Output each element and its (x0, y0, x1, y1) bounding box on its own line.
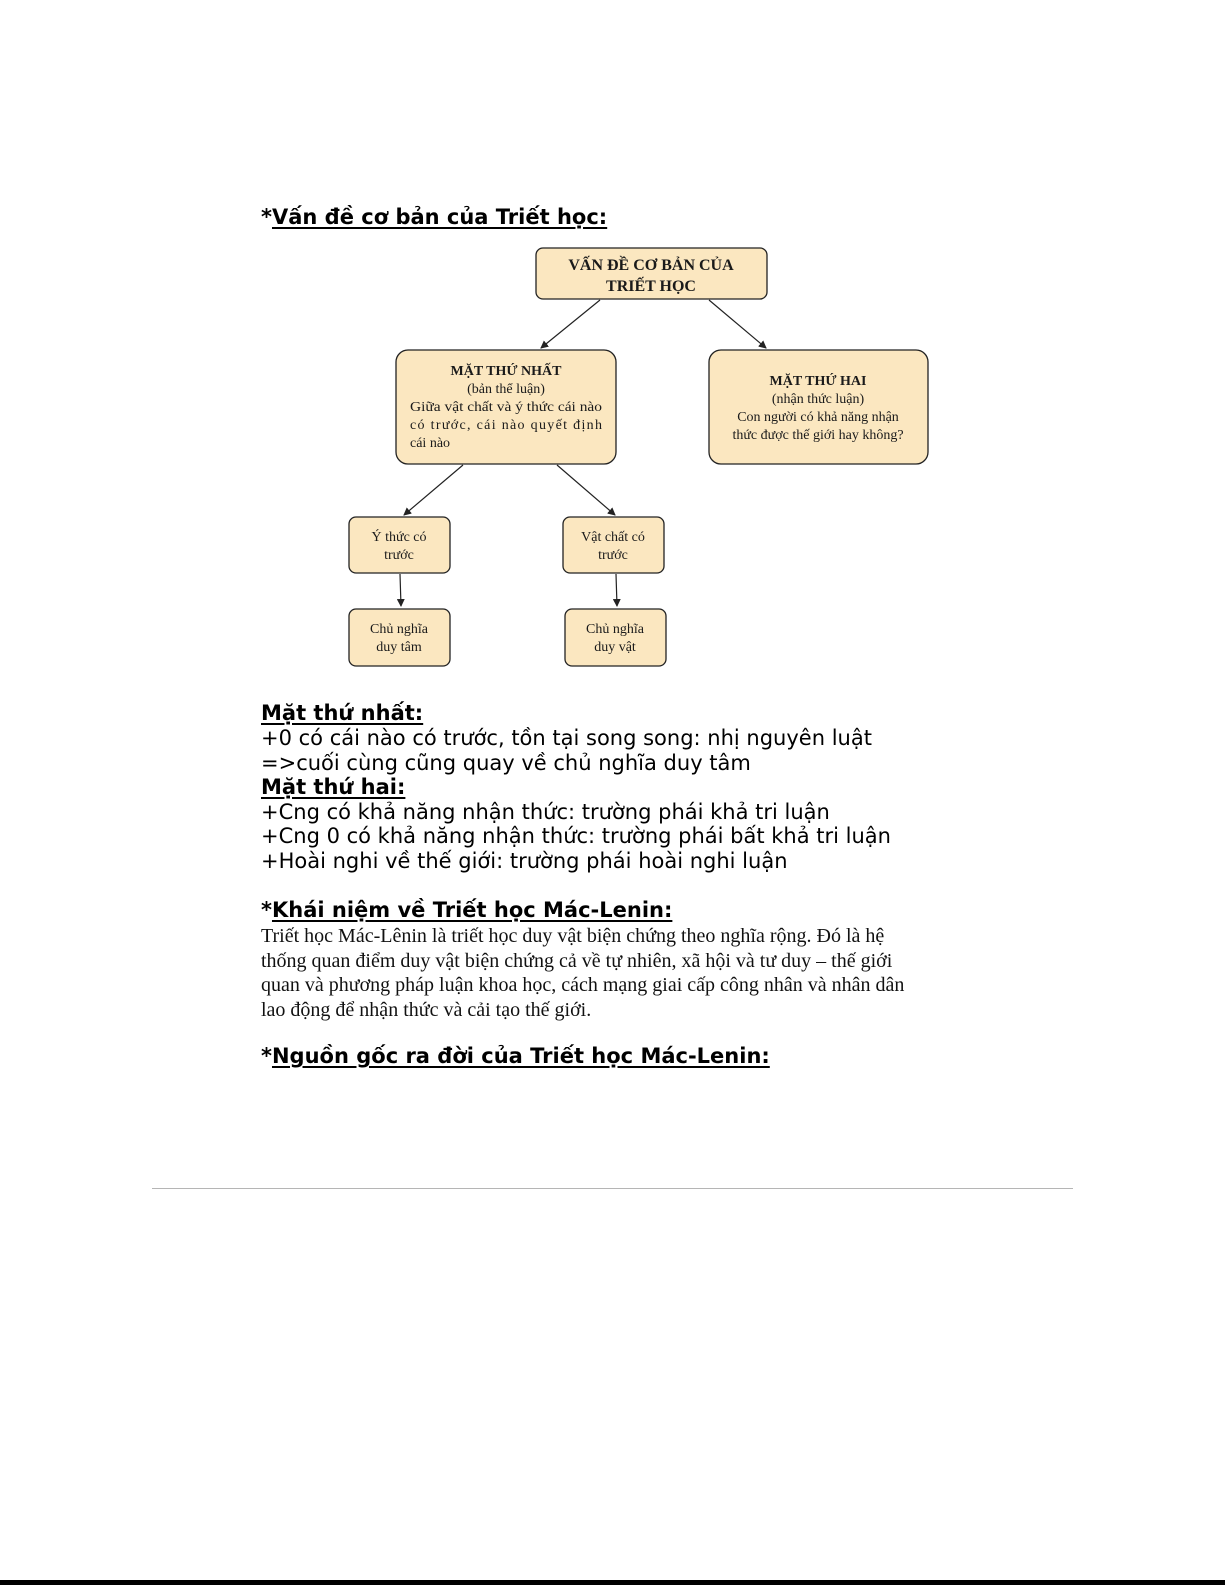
second-side-body-2: thức được thế giới hay không? (732, 428, 904, 443)
consciousness-first-box (349, 517, 450, 573)
heading-text: Nguồn gốc ra đời của Triết học Mác-Lenin: (271, 1044, 770, 1068)
second-line-2: +Cng 0 có khả năng nhận thức: trường phái bất khả tri luận (261, 824, 891, 848)
heading-origin (261, 1043, 770, 1069)
arrow-consciousness-to-idealism (400, 574, 401, 606)
second-side-heading: Mặt thứ hai: (261, 775, 406, 799)
definition-line-3: quan và phương pháp luận khoa học, cách mạng giai cấp công nhân và nhân dân (261, 974, 905, 996)
matter-first-line2: trước (598, 548, 628, 563)
definition-line-2: thống quan điểm duy vật biện chứng cả về tự nhiên, xã hội và tư duy – thế giới (261, 949, 893, 972)
second-line-3: +Hoài nghi về thế giới: trường phái hoài nghi luận (261, 849, 788, 873)
matter-first-line1: Vật chất có (581, 530, 645, 545)
first-side-heading: Mặt thứ nhất: (261, 701, 424, 725)
materialism-line1: Chủ nghĩa (586, 622, 644, 637)
first-line-2: =>cuối cùng cũng quay về chủ nghĩa duy tâm (261, 751, 751, 775)
arrow-root-to-second (709, 300, 766, 348)
second-side-body-1: Con người có khả năng nhận (737, 410, 899, 425)
heading-star: * (261, 1044, 272, 1068)
definition-line-1: Triết học Mác-Lênin là triết học duy vật biện chứng theo nghĩa rộng. Đó là hệ (261, 925, 885, 947)
idealism-box (349, 609, 450, 666)
first-side-body-3: cái nào (410, 436, 451, 451)
definition-paragraph (261, 924, 951, 1022)
root-line2: TRIẾT HỌC (606, 278, 696, 295)
heading-marxist-concept (261, 897, 672, 923)
first-side-body-2: có trước, cái nào quyết định (410, 418, 602, 433)
bottom-edge-bar (0, 1580, 1225, 1585)
second-line-1: +Cng có khả năng nhận thức: trường phái khả tri luận (261, 800, 830, 824)
philosophy-diagram (0, 0, 1225, 680)
first-side-title: MẶT THỨ NHẤT (450, 364, 562, 379)
matter-first-box (563, 517, 664, 573)
arrow-matter-to-materialism (616, 574, 617, 606)
heading-star: * (261, 205, 272, 229)
heading-text: Vấn đề cơ bản của Triết học: (271, 205, 608, 229)
materialism-line2: duy vật (594, 640, 636, 655)
first-line-1: +0 có cái nào có trước, tồn tại song song: nhị nguyên luật (261, 726, 872, 750)
idealism-line2: duy tâm (376, 640, 422, 655)
idealism-line1: Chủ nghĩa (370, 622, 428, 637)
second-side-title: MẶT THỨ HAI (769, 374, 867, 389)
root-line1: VẤN ĐỀ CƠ BẢN CỦA (568, 257, 734, 274)
first-side-sub: (bản thể luận) (467, 382, 545, 397)
first-side-box (396, 350, 616, 464)
materialism-box (565, 609, 666, 666)
consciousness-first-line2: trước (384, 548, 414, 563)
first-side-body-1: Giữa vật chất và ý thức cái nào (410, 400, 602, 415)
arrow-first-to-matter (557, 465, 615, 515)
heading-star: * (261, 898, 272, 922)
consciousness-first-line1: Ý thức có (371, 530, 427, 545)
page-separator (152, 1188, 1073, 1189)
second-side-sub: (nhận thức luận) (771, 392, 865, 407)
arrow-root-to-first (541, 300, 600, 348)
heading-text: Khái niệm về Triết học Mác-Lenin: (271, 898, 673, 922)
second-side-box (709, 350, 928, 464)
root-box (536, 248, 767, 299)
arrow-first-to-consciousness (404, 465, 463, 515)
definition-line-4: lao động để nhận thức và cải tạo thế giới. (261, 998, 592, 1021)
